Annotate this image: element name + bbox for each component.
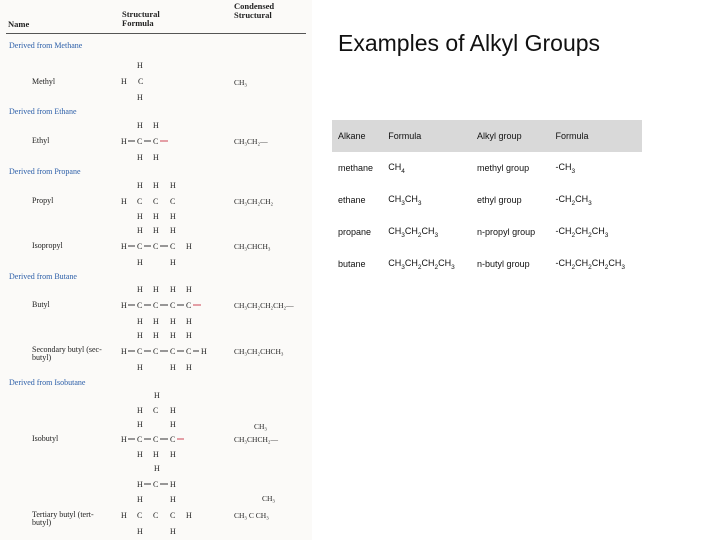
cell-alkyl-group: n-butyl group xyxy=(477,259,530,269)
cell-alkane-formula: $CH_3CH_2CH_2CH_3$ xyxy=(388,257,455,271)
svg-text:C: C xyxy=(137,347,143,356)
svg-text:C: C xyxy=(170,301,176,310)
section-butane: Derived from Butane xyxy=(9,272,77,281)
slide-title: Examples of Alkyl Groups xyxy=(338,30,601,56)
svg-text:H: H xyxy=(170,420,176,429)
reference-table-image xyxy=(0,0,312,540)
svg-text:H: H xyxy=(137,495,143,504)
svg-text:H: H xyxy=(153,153,159,162)
row-condensed-butyl: CH₃CH₂CH₂CH₂— xyxy=(234,301,294,310)
svg-text:C: C xyxy=(137,137,143,146)
svg-text:C: C xyxy=(153,511,159,520)
svg-text:H: H xyxy=(186,363,192,372)
svg-text:H: H xyxy=(137,331,143,340)
section-isobutane: Derived from Isobutane xyxy=(9,378,86,387)
svg-text:H: H xyxy=(153,450,159,459)
table-row xyxy=(332,248,642,280)
svg-text:H: H xyxy=(170,226,176,235)
svg-text:H: H xyxy=(153,212,159,221)
svg-text:H: H xyxy=(170,363,176,372)
svg-text:C: C xyxy=(170,435,176,444)
svg-text:H: H xyxy=(154,464,160,473)
svg-text:H: H xyxy=(153,331,159,340)
svg-text:C: C xyxy=(153,480,159,489)
cell-alkane: ethane xyxy=(338,195,366,205)
cell-group-formula: $-CH_2CH_3$ xyxy=(555,193,592,207)
svg-text:H: H xyxy=(121,197,127,206)
cell-alkane-formula: $CH_4$ xyxy=(388,161,405,175)
svg-text:H: H xyxy=(137,153,143,162)
cell-alkane: methane xyxy=(338,163,374,173)
svg-text:H: H xyxy=(170,317,176,326)
svg-text:H: H xyxy=(170,331,176,340)
row-condensed-sec-butyl: CH₃CH₂CHCH₃ xyxy=(234,347,284,356)
svg-text:H: H xyxy=(137,258,143,267)
svg-text:H: H xyxy=(170,480,176,489)
header-structural-formula: Structural Formula xyxy=(122,9,160,28)
svg-text:C: C xyxy=(153,301,159,310)
svg-text:H: H xyxy=(186,285,192,294)
svg-text:H: H xyxy=(170,406,176,415)
svg-text:C: C xyxy=(137,197,143,206)
svg-text:H: H xyxy=(121,137,127,146)
col-header-alkyl-group: Alkyl group xyxy=(471,120,549,152)
svg-text:H: H xyxy=(137,420,143,429)
svg-text:H: H xyxy=(154,391,160,400)
cell-alkyl-group: n-propyl group xyxy=(477,227,536,237)
svg-text:C: C xyxy=(170,347,176,356)
col-header-formula: Formula xyxy=(382,120,471,152)
svg-text:H: H xyxy=(121,511,127,520)
section-methane: Derived from Methane xyxy=(9,41,83,50)
svg-text:H: H xyxy=(137,121,143,130)
table-header-row xyxy=(332,120,642,152)
svg-text:H: H xyxy=(153,121,159,130)
svg-text:C: C xyxy=(153,347,159,356)
svg-text:H: H xyxy=(137,363,143,372)
cell-alkane-formula: $CH_3CH_3$ xyxy=(388,193,422,207)
svg-text:H: H xyxy=(137,480,143,489)
svg-text:C: C xyxy=(137,242,143,251)
svg-text:H: H xyxy=(121,435,127,444)
row-name-ethyl: Ethyl xyxy=(32,136,50,145)
cell-alkane-formula: $CH_3CH_2CH_3$ xyxy=(388,225,439,239)
svg-text:C: C xyxy=(153,137,159,146)
svg-text:H: H xyxy=(170,495,176,504)
svg-text:H: H xyxy=(186,317,192,326)
svg-text:H: H xyxy=(121,347,127,356)
cell-group-formula: $-CH_2CH_2CH_2CH_3$ xyxy=(555,257,625,271)
row-condensed-isopropyl: CH₃CHCH₃ xyxy=(234,242,271,251)
svg-text:H: H xyxy=(201,347,207,356)
cell-alkane: butane xyxy=(338,259,366,269)
svg-text:H: H xyxy=(137,61,143,70)
cell-group-formula: $-CH_2CH_2CH_3$ xyxy=(555,225,609,239)
cell-alkyl-group: ethyl group xyxy=(477,195,522,205)
alkyl-groups-table xyxy=(332,120,642,280)
row-condensed-top-tert-butyl: CH₃ xyxy=(262,494,276,503)
svg-text:H: H xyxy=(170,527,176,536)
svg-text:H: H xyxy=(153,317,159,326)
svg-text:C: C xyxy=(153,435,159,444)
svg-text:H: H xyxy=(186,242,192,251)
svg-text:H: H xyxy=(153,226,159,235)
row-name-tert-butyl: Tertiary butyl (tert-butyl) xyxy=(32,510,94,527)
svg-text:H: H xyxy=(137,285,143,294)
svg-text:H: H xyxy=(137,93,143,102)
row-condensed-tert-butyl: CH₃ C CH₃ xyxy=(234,511,269,520)
cell-alkyl-group: methyl group xyxy=(477,163,530,173)
row-name-butyl: Butyl xyxy=(32,300,50,309)
cell-group-formula: $-CH_3$ xyxy=(555,161,576,175)
section-ethane: Derived from Ethane xyxy=(9,107,77,116)
header-condensed-structural: Condensed Structural xyxy=(234,1,275,20)
svg-text:C: C xyxy=(186,347,192,356)
svg-text:H: H xyxy=(137,450,143,459)
svg-text:H: H xyxy=(170,450,176,459)
svg-text:H: H xyxy=(137,527,143,536)
row-condensed-isobutyl: CH₃CHCH₂— xyxy=(234,435,278,444)
svg-text:H: H xyxy=(186,331,192,340)
row-name-sec-butyl: Secondary butyl (sec-butyl) xyxy=(32,345,102,362)
svg-text:H: H xyxy=(137,212,143,221)
row-condensed-methyl: CH₃ xyxy=(234,78,248,87)
table-row xyxy=(332,184,642,216)
cell-alkane: propane xyxy=(338,227,372,237)
row-condensed-propyl: CH₃CH₂CH₂ xyxy=(234,197,274,206)
table-body xyxy=(332,152,642,280)
row-name-isobutyl: Isobutyl xyxy=(32,434,59,443)
svg-text:H: H xyxy=(121,77,127,86)
table-row xyxy=(332,216,642,248)
svg-text:C: C xyxy=(153,242,159,251)
row-name-propyl: Propyl xyxy=(32,196,54,205)
svg-text:C: C xyxy=(137,511,143,520)
svg-text:H: H xyxy=(137,181,143,190)
svg-text:C: C xyxy=(137,301,143,310)
svg-text:C: C xyxy=(153,197,159,206)
svg-text:H: H xyxy=(170,258,176,267)
section-propane: Derived from Propane xyxy=(9,167,81,176)
col-header-group-formula: Formula xyxy=(549,120,642,152)
row-condensed-ethyl: CH₃CH₂— xyxy=(234,137,268,146)
svg-text:H: H xyxy=(153,181,159,190)
svg-text:H: H xyxy=(121,301,127,310)
row-condensed-top-isobutyl: CH₃ xyxy=(254,422,268,431)
svg-text:C: C xyxy=(170,197,176,206)
col-header-alkane: Alkane xyxy=(332,120,382,152)
row-name-methyl: Methyl xyxy=(32,77,56,86)
row-name-isopropyl: Isopropyl xyxy=(32,241,63,250)
svg-text:C: C xyxy=(138,77,144,86)
svg-text:H: H xyxy=(137,317,143,326)
svg-text:H: H xyxy=(186,511,192,520)
svg-text:H: H xyxy=(137,406,143,415)
header-name: Name xyxy=(8,19,30,29)
svg-text:H: H xyxy=(170,181,176,190)
svg-text:H: H xyxy=(153,285,159,294)
svg-text:C: C xyxy=(153,406,159,415)
svg-text:C: C xyxy=(186,301,192,310)
header-rule xyxy=(6,33,306,34)
svg-text:C: C xyxy=(170,242,176,251)
svg-text:H: H xyxy=(170,285,176,294)
svg-text:C: C xyxy=(137,435,143,444)
svg-text:H: H xyxy=(121,242,127,251)
svg-text:H: H xyxy=(170,212,176,221)
svg-text:C: C xyxy=(170,511,176,520)
table-row xyxy=(332,152,642,184)
svg-text:H: H xyxy=(137,226,143,235)
